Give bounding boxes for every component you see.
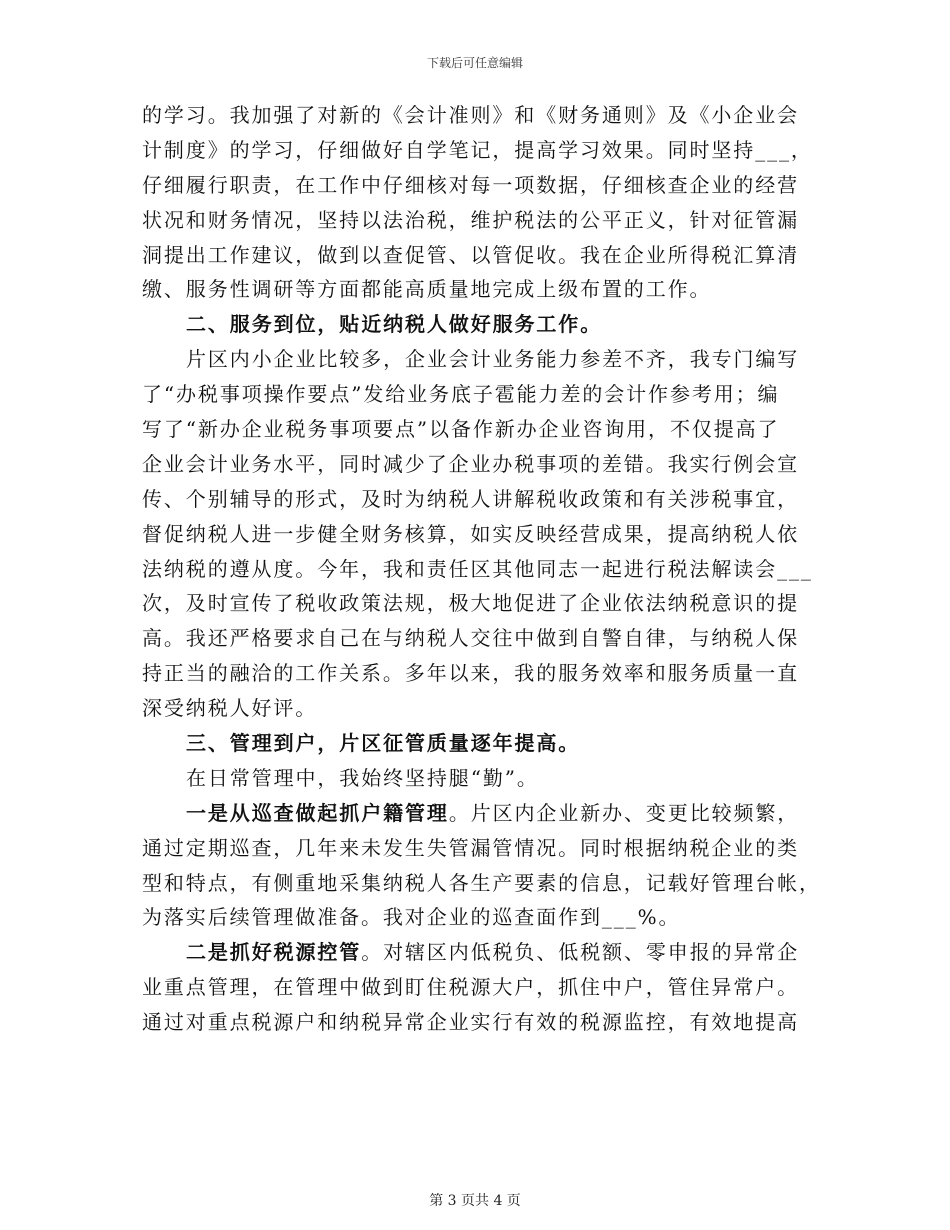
bold-lead: 二是抓好税源控管 bbox=[186, 940, 362, 965]
text-line: 状况和财务情况，坚持以法治税，维护税法的公平正义，针对征管漏 bbox=[142, 207, 799, 232]
text-line: 计制度》的学习，仔细做好自学笔记，提高学习效果。同时坚持___， bbox=[142, 137, 813, 162]
text-line: 次，及时宣传了税收政策法规，极大地促进了企业依法纳税意识的提 bbox=[142, 591, 799, 616]
document-body bbox=[142, 98, 821, 1040]
text-line: 通过对重点税源户和纳税异常企业实行有效的税源监控，有效地提高 bbox=[142, 1010, 799, 1035]
text-line: 高。我还严格要求自己在与纳税人交往中做到自警自律，与纳税人保 bbox=[142, 626, 799, 651]
text-line: 仔细履行职责，在工作中仔细核对每一项数据，仔细核查企业的经营 bbox=[142, 172, 799, 197]
text-line: 写了“新办企业税务事项要点”以备作新办企业咨询用，不仅提高了 bbox=[142, 417, 780, 442]
text-line: 传、个别辅导的形式，及时为纳税人讲解税收政策和有关涉税事宜， bbox=[142, 486, 799, 511]
text-line: 业重点管理，在管理中做到盯住税源大户，抓住中户，管住异常户。 bbox=[142, 975, 799, 1000]
line-rest: 。片区内企业新办、变更比较频繁， bbox=[448, 800, 800, 825]
text-line: 通过定期巡查，几年来未发生失管漏管情况。同时根据纳税企业的类 bbox=[142, 835, 799, 860]
text-line: 了“办税事项操作要点”发给业务底子雹能力差的会计作参考用；编 bbox=[142, 382, 780, 407]
text-line: 片区内小企业比较多，企业会计业务能力参差不齐，我专门编写 bbox=[186, 347, 800, 372]
section-heading: 二、服务到位，贴近纳税人做好服务工作。 bbox=[186, 312, 603, 337]
text-line-with-bold-lead bbox=[142, 796, 818, 831]
text-line: 为落实后续管理做准备。我对企业的巡查面作到___%。 bbox=[142, 905, 681, 930]
bold-lead: 一是从巡查做起抓户籍管理 bbox=[186, 800, 449, 825]
page-footer: 第 3 页共 4 页 bbox=[429, 1193, 521, 1209]
page-header: 下载后可任意编辑 bbox=[426, 56, 523, 70]
section-heading: 三、管理到户，片区征管质量逐年提高。 bbox=[186, 731, 581, 756]
text-line: 督促纳税人进一步健全财务核算，如实反映经营成果，提高纳税人依 bbox=[142, 521, 799, 546]
text-line: 缴、服务性调研等方面都能高质量地完成上级布置的工作。 bbox=[142, 277, 712, 302]
text-line: 法纳税的遵从度。今年，我和责任区其他同志一起进行税法解读会___ bbox=[142, 556, 813, 581]
text-line: 在日常管理中，我始终坚持腿“勤”。 bbox=[186, 765, 539, 790]
text-line: 企业会计业务水平，同时减少了企业办税事项的差错。我实行例会宣 bbox=[142, 451, 799, 476]
text-line-with-bold-lead bbox=[142, 935, 818, 970]
text-line: 型和特点，有侧重地采集纳税人各生产要素的信息，记载好管理台帐， bbox=[142, 870, 821, 895]
text-line: 持正当的融洽的工作关系。多年以来，我的服务效率和服务质量一直 bbox=[142, 661, 799, 686]
line-rest: 。对辖区内低税负、低税额、零申报的异常企 bbox=[361, 940, 800, 965]
text-line: 的学习。我加强了对新的《会计准则》和《财务通则》及《小企业会 bbox=[142, 103, 799, 127]
text-line: 深受纳税人好评。 bbox=[142, 696, 318, 721]
text-line: 洞提出工作建议，做到以查促管、以管促收。我在企业所得税汇算清 bbox=[142, 242, 799, 267]
